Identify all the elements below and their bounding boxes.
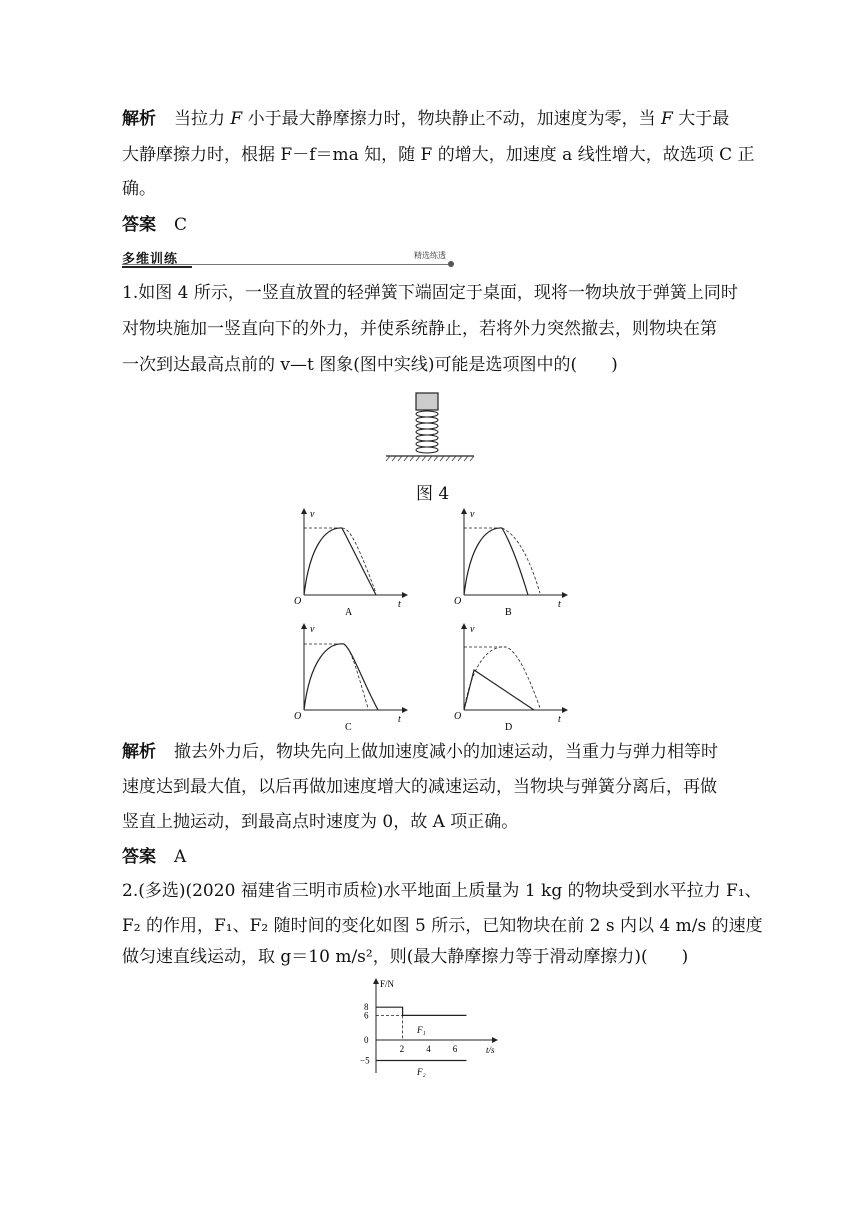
q1-line1: 1.如图 4 所示，一竖直放置的轻弹簧下端固定于桌面，现将一物块放于弹簧上同时 bbox=[122, 283, 738, 303]
q2-line3: 做匀速直线运动，取 g＝10 m/s²，则(最大静摩擦力等于滑动摩擦力)( ) bbox=[122, 947, 689, 967]
q1-line2: 对物块施加一竖直向下的外力，并使系统静止，若将外力突然撤去，则物块在第 bbox=[122, 319, 717, 339]
graph-d bbox=[454, 624, 565, 733]
spring-figure bbox=[382, 390, 482, 470]
q1-analysis-line1: 解析 撤去外力后，物块先向上做加速度减小的加速运动，当重力与弹力相等时 bbox=[122, 742, 718, 762]
graph-c-label: C bbox=[345, 722, 352, 733]
q0-answer-value: C bbox=[174, 215, 188, 235]
figure-4-caption: 图 4 bbox=[416, 484, 450, 504]
q1-answer-label: 答案 bbox=[122, 847, 156, 867]
q1-answer bbox=[122, 846, 742, 868]
section-rule bbox=[122, 264, 452, 265]
series-f2-label: F₂ bbox=[417, 1067, 426, 1077]
q0-answer-label: 答案 bbox=[122, 215, 156, 235]
graph-c-v-label: v bbox=[310, 624, 315, 635]
chart-xlabel: t/s bbox=[486, 1045, 495, 1055]
graph-b-label: B bbox=[505, 607, 512, 618]
graph-b-origin: O bbox=[454, 596, 462, 607]
graph-c-origin: O bbox=[294, 711, 302, 722]
q1-analysis-label: 解析 bbox=[122, 742, 156, 762]
q2-line1: 2.(多选)(2020 福建省三明市质检)水平地面上质量为 1 kg 的物块受到水平拉力 F₁、 bbox=[122, 881, 762, 901]
q1-analysis-line2: 速度达到最大值，以后再做加速度增大的减速运动，当物块与弹簧分离后，再做 bbox=[122, 777, 717, 797]
series-f1-label: F₁ bbox=[417, 1025, 426, 1035]
x-tick-2: 2 bbox=[399, 1044, 405, 1054]
option-graphs bbox=[290, 505, 580, 733]
graph-a-v-label: v bbox=[310, 509, 315, 520]
graph-a-origin: O bbox=[294, 596, 302, 607]
series-line-1 bbox=[376, 1007, 466, 1015]
section-header bbox=[122, 248, 452, 268]
graph-c-t-label: t bbox=[398, 714, 401, 725]
q0-analysis-line3: 确。 bbox=[122, 179, 156, 199]
spring-coil bbox=[416, 411, 438, 453]
graph-b-v-label: v bbox=[470, 509, 475, 520]
q0-analysis-line2: 大静摩擦力时，根据 F－f＝ma 知，随 F 的增大，加速度 a 线性增大，故选项 C 正 bbox=[122, 145, 755, 165]
x-tick-6: 6 bbox=[452, 1044, 458, 1054]
y-tick--5: −5 bbox=[360, 1055, 370, 1066]
q0-analysis-label: 解析 bbox=[122, 109, 156, 129]
graph-d-v-label: v bbox=[470, 624, 475, 635]
section-rule-thick bbox=[122, 266, 192, 268]
q1-line3: 一次到达最高点前的 v—t 图象(图中实线)可能是选项图中的( ) bbox=[122, 355, 618, 375]
x-tick-4: 4 bbox=[426, 1044, 431, 1054]
q0-analysis-line1: 解析 当拉力 F 小于最大静摩擦力时，物块静止不动，加速度为零，当 F 大于最 bbox=[122, 109, 730, 129]
y-tick-0: 0 bbox=[364, 1035, 369, 1045]
section-title: 多维训练 bbox=[122, 252, 179, 267]
chart-ylabel: F/N bbox=[380, 979, 395, 989]
section-tag: 精选练透 bbox=[414, 251, 446, 260]
graph-d-t-label: t bbox=[558, 714, 561, 725]
q1-answer-value: A bbox=[174, 847, 187, 867]
graph-d-origin: O bbox=[454, 711, 462, 722]
graph-b-t-label: t bbox=[558, 599, 561, 610]
force-time-chart bbox=[350, 975, 520, 1080]
y-tick-6: 6 bbox=[364, 1010, 369, 1021]
section-dot bbox=[448, 261, 454, 267]
y-tick-8: 8 bbox=[364, 1002, 369, 1013]
graph-d-label: D bbox=[505, 722, 513, 733]
q0-answer bbox=[122, 214, 742, 236]
graph-b bbox=[454, 509, 565, 618]
block bbox=[416, 393, 438, 410]
graph-a-label: A bbox=[345, 607, 353, 618]
q2-line2: F₂ 的作用，F₁、F₂ 随时间的变化如图 5 所示，已知物块在前 2 s 内以 4 m/s 的速度 bbox=[122, 916, 763, 936]
graph-a-t-label: t bbox=[398, 599, 401, 610]
graph-c bbox=[294, 624, 405, 733]
table-hatch bbox=[386, 456, 474, 461]
q1-analysis-line3: 竖直上抛运动，到最高点时速度为 0，故 A 项正确。 bbox=[122, 812, 519, 832]
graph-a bbox=[294, 509, 405, 618]
